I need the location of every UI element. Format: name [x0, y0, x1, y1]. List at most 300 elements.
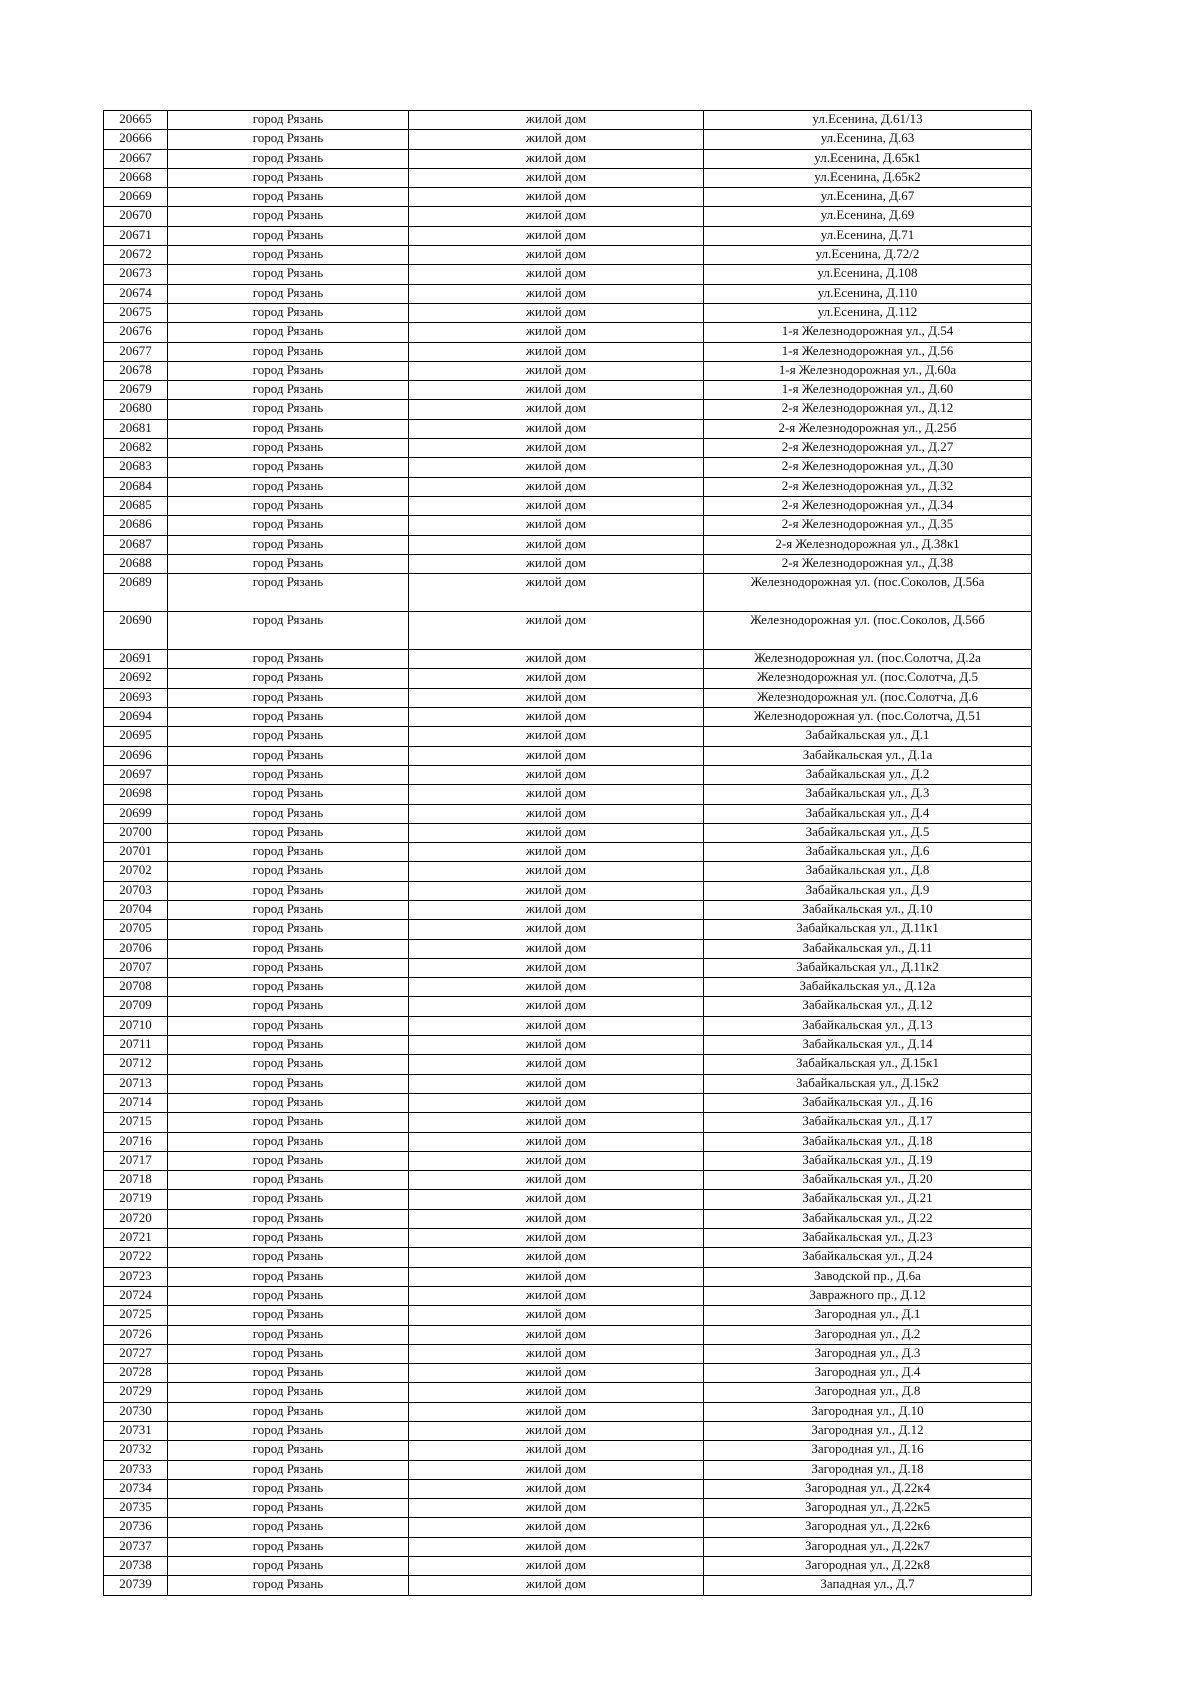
city-cell: город Рязань — [168, 1422, 409, 1441]
city-cell: город Рязань — [168, 381, 409, 400]
building-type-cell: жилой дом — [409, 149, 704, 168]
city-cell: город Рязань — [168, 1479, 409, 1498]
city-cell: город Рязань — [168, 1325, 409, 1344]
table-row — [104, 496, 1032, 515]
row-number-cell: 20678 — [104, 361, 168, 380]
table-row — [104, 149, 1032, 168]
row-number-cell: 20739 — [104, 1576, 168, 1595]
address-cell: Загородная ул., Д.3 — [704, 1344, 1032, 1363]
row-number-cell: 20676 — [104, 323, 168, 342]
city-cell: город Рязань — [168, 1209, 409, 1228]
address-cell: ул.Есенина, Д.65к2 — [704, 168, 1032, 187]
table-row — [104, 207, 1032, 226]
address-cell: 2-я Железнодорожная ул., Д.38 — [704, 554, 1032, 573]
row-number-cell: 20730 — [104, 1402, 168, 1421]
row-number-cell: 20666 — [104, 130, 168, 149]
city-cell: город Рязань — [168, 226, 409, 245]
address-cell: Забайкальская ул., Д.1 — [704, 727, 1032, 746]
table-row — [104, 1576, 1032, 1595]
address-cell: Забайкальская ул., Д.11 — [704, 939, 1032, 958]
address-cell: ул.Есенина, Д.67 — [704, 188, 1032, 207]
building-type-cell: жилой дом — [409, 1441, 704, 1460]
table-row — [104, 978, 1032, 997]
address-cell: Загородная ул., Д.10 — [704, 1402, 1032, 1421]
city-cell: город Рязань — [168, 939, 409, 958]
building-type-cell: жилой дом — [409, 1460, 704, 1479]
row-number-cell: 20715 — [104, 1113, 168, 1132]
city-cell: город Рязань — [168, 765, 409, 784]
building-type-cell: жилой дом — [409, 361, 704, 380]
table-row — [104, 862, 1032, 881]
address-cell: 2-я Железнодорожная ул., Д.27 — [704, 439, 1032, 458]
city-cell: город Рязань — [168, 303, 409, 322]
address-cell: Забайкальская ул., Д.1а — [704, 746, 1032, 765]
building-type-cell: жилой дом — [409, 381, 704, 400]
address-cell: Забайкальская ул., Д.15к1 — [704, 1055, 1032, 1074]
table-row — [104, 419, 1032, 438]
city-cell: город Рязань — [168, 1286, 409, 1305]
address-cell: Загородная ул., Д.18 — [704, 1460, 1032, 1479]
table-row — [104, 1171, 1032, 1190]
row-number-cell: 20677 — [104, 342, 168, 361]
table-row — [104, 516, 1032, 535]
address-cell: Забайкальская ул., Д.6 — [704, 843, 1032, 862]
table-row — [104, 669, 1032, 688]
building-type-cell: жилой дом — [409, 1055, 704, 1074]
address-cell: 1-я Железнодорожная ул., Д.60 — [704, 381, 1032, 400]
city-cell: город Рязань — [168, 342, 409, 361]
table-row — [104, 1364, 1032, 1383]
table-row — [104, 1325, 1032, 1344]
row-number-cell: 20686 — [104, 516, 168, 535]
row-number-cell: 20736 — [104, 1518, 168, 1537]
city-cell: город Рязань — [168, 207, 409, 226]
row-number-cell: 20729 — [104, 1383, 168, 1402]
row-number-cell: 20671 — [104, 226, 168, 245]
address-cell: Завражного пр., Д.12 — [704, 1286, 1032, 1305]
table-row — [104, 1055, 1032, 1074]
row-number-cell: 20704 — [104, 900, 168, 919]
table-row — [104, 284, 1032, 303]
row-number-cell: 20713 — [104, 1074, 168, 1093]
address-cell: 2-я Железнодорожная ул., Д.12 — [704, 400, 1032, 419]
building-type-cell: жилой дом — [409, 1518, 704, 1537]
building-type-cell: жилой дом — [409, 303, 704, 322]
row-number-cell: 20731 — [104, 1422, 168, 1441]
row-number-cell: 20679 — [104, 381, 168, 400]
address-cell: Забайкальская ул., Д.13 — [704, 1016, 1032, 1035]
building-type-cell: жилой дом — [409, 535, 704, 554]
table-row — [104, 400, 1032, 419]
city-cell: город Рязань — [168, 323, 409, 342]
address-cell: Железнодорожная ул. (пос.Соколов, Д.56б — [704, 612, 1032, 650]
address-cell: Железнодорожная ул. (пос.Соколов, Д.56а — [704, 574, 1032, 612]
row-number-cell: 20717 — [104, 1151, 168, 1170]
table-row — [104, 1036, 1032, 1055]
building-type-cell: жилой дом — [409, 862, 704, 881]
building-type-cell: жилой дом — [409, 1422, 704, 1441]
address-cell: Заводской пр., Д.6а — [704, 1267, 1032, 1286]
city-cell: город Рязань — [168, 1113, 409, 1132]
table-row — [104, 1499, 1032, 1518]
address-cell: 1-я Железнодорожная ул., Д.60а — [704, 361, 1032, 380]
building-type-cell: жилой дом — [409, 900, 704, 919]
table-row — [104, 1151, 1032, 1170]
row-number-cell: 20696 — [104, 746, 168, 765]
row-number-cell: 20725 — [104, 1306, 168, 1325]
city-cell: город Рязань — [168, 920, 409, 939]
table-row — [104, 535, 1032, 554]
building-type-cell: жилой дом — [409, 1344, 704, 1363]
address-cell: ул.Есенина, Д.69 — [704, 207, 1032, 226]
table-row — [104, 381, 1032, 400]
city-cell: город Рязань — [168, 1557, 409, 1576]
city-cell: город Рязань — [168, 1383, 409, 1402]
building-type-cell: жилой дом — [409, 400, 704, 419]
row-number-cell: 20738 — [104, 1557, 168, 1576]
row-number-cell: 20672 — [104, 246, 168, 265]
building-type-cell: жилой дом — [409, 1325, 704, 1344]
city-cell: город Рязань — [168, 727, 409, 746]
city-cell: город Рязань — [168, 1267, 409, 1286]
address-cell: 2-я Железнодорожная ул., Д.25б — [704, 419, 1032, 438]
building-type-cell: жилой дом — [409, 477, 704, 496]
city-cell: город Рязань — [168, 1171, 409, 1190]
row-number-cell: 20682 — [104, 439, 168, 458]
row-number-cell: 20707 — [104, 958, 168, 977]
city-cell: город Рязань — [168, 1074, 409, 1093]
address-cell: Забайкальская ул., Д.12а — [704, 978, 1032, 997]
table-row — [104, 958, 1032, 977]
address-cell: ул.Есенина, Д.61/13 — [704, 111, 1032, 130]
city-cell: город Рязань — [168, 688, 409, 707]
address-cell: Железнодорожная ул. (пос.Солотча, Д.51 — [704, 708, 1032, 727]
table-row — [104, 746, 1032, 765]
building-type-cell: жилой дом — [409, 920, 704, 939]
building-type-cell: жилой дом — [409, 1576, 704, 1595]
row-number-cell: 20712 — [104, 1055, 168, 1074]
city-cell: город Рязань — [168, 650, 409, 669]
building-type-cell: жилой дом — [409, 516, 704, 535]
table-row — [104, 1537, 1032, 1556]
table-row — [104, 1402, 1032, 1421]
address-cell: Забайкальская ул., Д.9 — [704, 881, 1032, 900]
address-cell: 2-я Железнодорожная ул., Д.34 — [704, 496, 1032, 515]
city-cell: город Рязань — [168, 881, 409, 900]
city-cell: город Рязань — [168, 265, 409, 284]
building-type-cell: жилой дом — [409, 1209, 704, 1228]
building-type-cell: жилой дом — [409, 785, 704, 804]
table-row — [104, 1209, 1032, 1228]
row-number-cell: 20719 — [104, 1190, 168, 1209]
row-number-cell: 20673 — [104, 265, 168, 284]
city-cell: город Рязань — [168, 785, 409, 804]
row-number-cell: 20721 — [104, 1229, 168, 1248]
address-cell: Загородная ул., Д.22к6 — [704, 1518, 1032, 1537]
address-cell: Забайкальская ул., Д.21 — [704, 1190, 1032, 1209]
row-number-cell: 20693 — [104, 688, 168, 707]
row-number-cell: 20692 — [104, 669, 168, 688]
row-number-cell: 20699 — [104, 804, 168, 823]
table-row — [104, 1383, 1032, 1402]
city-cell: город Рязань — [168, 477, 409, 496]
address-cell: ул.Есенина, Д.112 — [704, 303, 1032, 322]
city-cell: город Рязань — [168, 1190, 409, 1209]
row-number-cell: 20732 — [104, 1441, 168, 1460]
city-cell: город Рязань — [168, 1499, 409, 1518]
building-type-cell: жилой дом — [409, 1364, 704, 1383]
city-cell: город Рязань — [168, 823, 409, 842]
row-number-cell: 20714 — [104, 1093, 168, 1112]
address-cell: 2-я Железнодорожная ул., Д.35 — [704, 516, 1032, 535]
table-row — [104, 1306, 1032, 1325]
row-number-cell: 20675 — [104, 303, 168, 322]
address-cell: ул.Есенина, Д.72/2 — [704, 246, 1032, 265]
address-cell: 1-я Железнодорожная ул., Д.54 — [704, 323, 1032, 342]
city-cell: город Рязань — [168, 1055, 409, 1074]
table-row — [104, 477, 1032, 496]
table-row — [104, 881, 1032, 900]
table-row — [104, 1422, 1032, 1441]
address-cell: 2-я Железнодорожная ул., Д.30 — [704, 458, 1032, 477]
city-cell: город Рязань — [168, 130, 409, 149]
building-type-cell: жилой дом — [409, 612, 704, 650]
building-type-cell: жилой дом — [409, 111, 704, 130]
row-number-cell: 20683 — [104, 458, 168, 477]
building-type-cell: жилой дом — [409, 650, 704, 669]
city-cell: город Рязань — [168, 958, 409, 977]
building-type-cell: жилой дом — [409, 458, 704, 477]
building-type-cell: жилой дом — [409, 496, 704, 515]
row-number-cell: 20720 — [104, 1209, 168, 1228]
table-row — [104, 727, 1032, 746]
city-cell: город Рязань — [168, 535, 409, 554]
table-row — [104, 1132, 1032, 1151]
table-row — [104, 1093, 1032, 1112]
row-number-cell: 20733 — [104, 1460, 168, 1479]
building-type-cell: жилой дом — [409, 1074, 704, 1093]
city-cell: город Рязань — [168, 284, 409, 303]
city-cell: город Рязань — [168, 439, 409, 458]
building-type-cell: жилой дом — [409, 265, 704, 284]
table-row — [104, 1074, 1032, 1093]
building-type-cell: жилой дом — [409, 1016, 704, 1035]
address-cell: Забайкальская ул., Д.19 — [704, 1151, 1032, 1170]
table-row — [104, 1016, 1032, 1035]
building-type-cell: жилой дом — [409, 419, 704, 438]
building-type-cell: жилой дом — [409, 708, 704, 727]
table-row — [104, 439, 1032, 458]
table-row — [104, 785, 1032, 804]
row-number-cell: 20668 — [104, 168, 168, 187]
city-cell: город Рязань — [168, 708, 409, 727]
address-cell: Забайкальская ул., Д.23 — [704, 1229, 1032, 1248]
address-cell: ул.Есенина, Д.63 — [704, 130, 1032, 149]
building-type-cell: жилой дом — [409, 284, 704, 303]
row-number-cell: 20681 — [104, 419, 168, 438]
building-type-cell: жилой дом — [409, 997, 704, 1016]
address-cell: Загородная ул., Д.2 — [704, 1325, 1032, 1344]
building-type-cell: жилой дом — [409, 1190, 704, 1209]
row-number-cell: 20669 — [104, 188, 168, 207]
row-number-cell: 20687 — [104, 535, 168, 554]
city-cell: город Рязань — [168, 1402, 409, 1421]
city-cell: город Рязань — [168, 862, 409, 881]
table-row — [104, 574, 1032, 612]
row-number-cell: 20670 — [104, 207, 168, 226]
building-type-cell: жилой дом — [409, 978, 704, 997]
row-number-cell: 20697 — [104, 765, 168, 784]
city-cell: город Рязань — [168, 1518, 409, 1537]
table-row — [104, 458, 1032, 477]
building-type-cell: жилой дом — [409, 746, 704, 765]
row-number-cell: 20689 — [104, 574, 168, 612]
building-type-cell: жилой дом — [409, 939, 704, 958]
table-row — [104, 708, 1032, 727]
table-row — [104, 168, 1032, 187]
building-type-cell: жилой дом — [409, 1113, 704, 1132]
row-number-cell: 20703 — [104, 881, 168, 900]
building-type-cell: жилой дом — [409, 188, 704, 207]
city-cell: город Рязань — [168, 1016, 409, 1035]
city-cell: город Рязань — [168, 746, 409, 765]
table-row — [104, 111, 1032, 130]
address-cell: Забайкальская ул., Д.16 — [704, 1093, 1032, 1112]
row-number-cell: 20708 — [104, 978, 168, 997]
table-row — [104, 1229, 1032, 1248]
address-cell: Забайкальская ул., Д.12 — [704, 997, 1032, 1016]
table-row — [104, 323, 1032, 342]
city-cell: город Рязань — [168, 1576, 409, 1595]
row-number-cell: 20727 — [104, 1344, 168, 1363]
address-cell: Загородная ул., Д.22к7 — [704, 1537, 1032, 1556]
building-type-cell: жилой дом — [409, 1171, 704, 1190]
row-number-cell: 20737 — [104, 1537, 168, 1556]
city-cell: город Рязань — [168, 612, 409, 650]
row-number-cell: 20700 — [104, 823, 168, 842]
row-number-cell: 20709 — [104, 997, 168, 1016]
table-row — [104, 900, 1032, 919]
address-cell: 2-я Железнодорожная ул., Д.38к1 — [704, 535, 1032, 554]
building-type-cell: жилой дом — [409, 1229, 704, 1248]
table-row — [104, 226, 1032, 245]
table-row — [104, 843, 1032, 862]
address-cell: Забайкальская ул., Д.17 — [704, 1113, 1032, 1132]
address-cell: Загородная ул., Д.8 — [704, 1383, 1032, 1402]
address-cell: Забайкальская ул., Д.8 — [704, 862, 1032, 881]
building-type-cell: жилой дом — [409, 727, 704, 746]
table-row — [104, 1286, 1032, 1305]
row-number-cell: 20710 — [104, 1016, 168, 1035]
city-cell: город Рязань — [168, 361, 409, 380]
address-cell: ул.Есенина, Д.65к1 — [704, 149, 1032, 168]
building-type-cell: жилой дом — [409, 323, 704, 342]
row-number-cell: 20674 — [104, 284, 168, 303]
table-row — [104, 1441, 1032, 1460]
table-row — [104, 688, 1032, 707]
address-cell: Загородная ул., Д.16 — [704, 1441, 1032, 1460]
city-cell: город Рязань — [168, 1364, 409, 1383]
building-type-cell: жилой дом — [409, 843, 704, 862]
row-number-cell: 20695 — [104, 727, 168, 746]
row-number-cell: 20734 — [104, 1479, 168, 1498]
building-type-cell: жилой дом — [409, 1499, 704, 1518]
table-row — [104, 939, 1032, 958]
table-row — [104, 650, 1032, 669]
building-type-cell: жилой дом — [409, 1557, 704, 1576]
row-number-cell: 20723 — [104, 1267, 168, 1286]
address-cell: Железнодорожная ул. (пос.Солотча, Д.2а — [704, 650, 1032, 669]
row-number-cell: 20728 — [104, 1364, 168, 1383]
city-cell: город Рязань — [168, 804, 409, 823]
city-cell: город Рязань — [168, 900, 409, 919]
building-type-cell: жилой дом — [409, 207, 704, 226]
building-type-cell: жилой дом — [409, 765, 704, 784]
address-cell: Загородная ул., Д.22к4 — [704, 1479, 1032, 1498]
row-number-cell: 20724 — [104, 1286, 168, 1305]
city-cell: город Рязань — [168, 458, 409, 477]
building-type-cell: жилой дом — [409, 823, 704, 842]
row-number-cell: 20735 — [104, 1499, 168, 1518]
city-cell: город Рязань — [168, 1132, 409, 1151]
table-row — [104, 1557, 1032, 1576]
city-cell: город Рязань — [168, 1344, 409, 1363]
address-cell: Загородная ул., Д.1 — [704, 1306, 1032, 1325]
row-number-cell: 20684 — [104, 477, 168, 496]
building-type-cell: жилой дом — [409, 1093, 704, 1112]
city-cell: город Рязань — [168, 1151, 409, 1170]
city-cell: город Рязань — [168, 168, 409, 187]
row-number-cell: 20726 — [104, 1325, 168, 1344]
row-number-cell: 20706 — [104, 939, 168, 958]
building-type-cell: жилой дом — [409, 958, 704, 977]
building-type-cell: жилой дом — [409, 1383, 704, 1402]
table-row — [104, 1460, 1032, 1479]
building-type-cell: жилой дом — [409, 688, 704, 707]
row-number-cell: 20705 — [104, 920, 168, 939]
building-type-cell: жилой дом — [409, 1306, 704, 1325]
building-type-cell: жилой дом — [409, 574, 704, 612]
building-type-cell: жилой дом — [409, 226, 704, 245]
city-cell: город Рязань — [168, 1036, 409, 1055]
table-row — [104, 1479, 1032, 1498]
row-number-cell: 20685 — [104, 496, 168, 515]
city-cell: город Рязань — [168, 997, 409, 1016]
address-cell: Забайкальская ул., Д.20 — [704, 1171, 1032, 1190]
row-number-cell: 20716 — [104, 1132, 168, 1151]
address-cell: ул.Есенина, Д.110 — [704, 284, 1032, 303]
city-cell: город Рязань — [168, 978, 409, 997]
building-type-cell: жилой дом — [409, 1537, 704, 1556]
table-row — [104, 1113, 1032, 1132]
city-cell: город Рязань — [168, 1441, 409, 1460]
city-cell: город Рязань — [168, 188, 409, 207]
city-cell: город Рязань — [168, 1229, 409, 1248]
address-cell: Забайкальская ул., Д.22 — [704, 1209, 1032, 1228]
address-cell: Забайкальская ул., Д.18 — [704, 1132, 1032, 1151]
row-number-cell: 20667 — [104, 149, 168, 168]
table-row — [104, 1344, 1032, 1363]
city-cell: город Рязань — [168, 496, 409, 515]
table-row — [104, 823, 1032, 842]
city-cell: город Рязань — [168, 400, 409, 419]
building-type-cell: жилой дом — [409, 168, 704, 187]
row-number-cell: 20702 — [104, 862, 168, 881]
row-number-cell: 20680 — [104, 400, 168, 419]
address-registry-table — [103, 110, 1032, 1596]
table-row — [104, 997, 1032, 1016]
row-number-cell: 20665 — [104, 111, 168, 130]
